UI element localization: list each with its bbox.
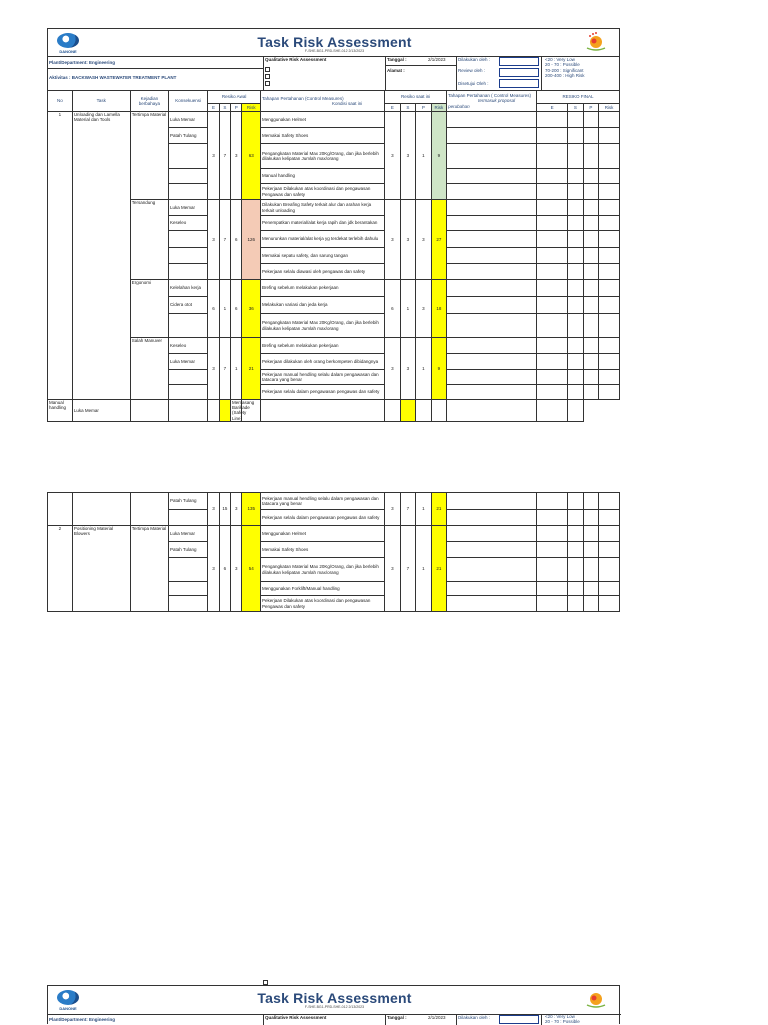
dilakukan-input[interactable] (499, 57, 539, 66)
p-now-cell: 3 (416, 200, 432, 280)
risk-cell: 21 (242, 338, 261, 400)
e-now-cell: 3 (385, 112, 401, 200)
p-now-cell: 1 (416, 526, 432, 612)
table-row (48, 526, 620, 542)
p-now-cell: 3 (416, 280, 432, 338)
qualitative-label-2: Qualitative Risk Assessment (265, 1015, 327, 1020)
risk-cell: 36 (242, 280, 261, 338)
risk-now-cell: 21 (431, 526, 447, 612)
consequence-cell: Cidera otot (168, 297, 207, 314)
e-cell: 3 (208, 112, 219, 200)
activity-label: Aktivitas : BACKWASH WASTEWATER TREATMENT PLANT (49, 75, 177, 80)
consequence-cell: Patah Tulang (169, 493, 208, 510)
col-resiko-awal: Resiko Awal (208, 91, 261, 104)
col-no: No (48, 91, 73, 112)
plant-label: Plant/Department: Engineering (49, 60, 116, 65)
risk-now-cell: 9 (431, 112, 447, 200)
p-cell: 3 (231, 493, 242, 526)
review-label: Review oleh : (458, 68, 486, 73)
col-kejadian: Kejadian berbahaya (130, 91, 168, 112)
dilakukan-label: Dilakukan oleh : (458, 57, 491, 62)
row-no: 1 (48, 112, 73, 400)
e-now-cell: 6 (385, 280, 401, 338)
s-now-cell: 3 (400, 200, 416, 280)
p-cell: 3 (231, 112, 242, 200)
measure-cell: Memakai Safety Shoes (261, 128, 385, 144)
measure-cell: Brefing sebelum melakukan pekerjaan (261, 338, 385, 354)
s-cell: 6 (219, 526, 230, 612)
consequence-cell: Patah Tulang (168, 128, 207, 144)
col-tahapan-2: Tahapan Pertahanan ( Control Measures) termasuk proposal perubahan (447, 91, 537, 112)
measure-cell: Dilakukan Breafing Safety terkait alur dan arahan kerja terkait unloading (261, 200, 385, 216)
col-e-2: E (385, 104, 401, 112)
e-cell: 3 (208, 338, 219, 400)
table-row (48, 338, 620, 354)
col-s-2: S (400, 104, 416, 112)
tanggal-label-2: Tanggal : (387, 1015, 407, 1020)
row-no: 2 (48, 526, 73, 612)
s-cell: 7 (219, 338, 230, 400)
legend-2: 20 - 70 : Possible (545, 62, 580, 67)
col-p-3: P (583, 104, 599, 112)
hazard-cell: Tertimpa Material (130, 526, 168, 612)
p-cell: 1 (231, 338, 242, 400)
checkbox-1[interactable] (265, 67, 270, 72)
measure-cell: Penempatkan material/alat kerja rapih dan jdk berantakan (261, 216, 385, 231)
measure-cell: Pekerjaan Dilakukan atas koordinasi dan pengawasan Pengawas dan safety (261, 596, 385, 612)
p-now-cell: 1 (416, 112, 432, 200)
danone-logo: DANONE (52, 29, 84, 57)
col-resiko-final: RESIKO FINAL (537, 91, 620, 104)
measure-cell: Pekerjaan dilakukan oleh orang berkompeten dibidangnya (261, 354, 385, 370)
aqua-logo-icon (581, 988, 611, 1010)
risk-now-cell: 9 (431, 338, 447, 400)
page-1-header (47, 28, 620, 56)
p-now-cell: 1 (416, 338, 432, 400)
measure-cell: Menurunkan material/alat kerja yg terdekat terlebih dahulu (261, 231, 385, 248)
consequence-cell: Luka Memar (72, 400, 130, 422)
checkbox-2[interactable] (265, 74, 270, 79)
measure-cell: Menggunakan Helmet (261, 112, 385, 128)
table-row (48, 400, 620, 422)
qualitative-label: Qualitative Risk Assessment (265, 57, 327, 62)
risk-now-cell: 18 (431, 280, 447, 338)
measure-cell: Manual handling (261, 169, 385, 184)
s-cell: 7 (219, 112, 230, 200)
doc-title-2: Task Risk Assessment (257, 990, 412, 1006)
consequence-cell: Luka Memar (169, 526, 208, 542)
disetujui-label: Disetujui Oleh : (458, 81, 489, 86)
p-cell: 6 (231, 280, 242, 338)
hazard-cell: Salah Manuver (130, 338, 168, 400)
dilakukan-label-2: Dilakukan oleh : (458, 1015, 491, 1020)
e-now-cell: 3 (385, 338, 401, 400)
e-cell: 3 (208, 493, 219, 526)
p-cell: 3 (231, 526, 242, 612)
measure-cell: Memakai Safety Shoes (261, 542, 385, 558)
disetujui-input[interactable] (499, 79, 539, 88)
table-row (48, 112, 620, 128)
checkbox-3[interactable] (265, 81, 270, 86)
measure-cell: Brefing sebelum melakukan pekerjaan (261, 280, 385, 297)
s-cell: 1 (219, 280, 230, 338)
page-1-info (47, 56, 620, 90)
row-task: Positioning Material Blowers (72, 526, 130, 612)
consequence-cell: Luka Memar (168, 200, 207, 216)
measure-cell: Pengangkatan Material Max 20Kg/Orang, dan jika berlebih dilakukan kelipatan Jumlah max/orang (261, 144, 385, 169)
s-now-cell: 3 (400, 112, 416, 200)
measure-cell: Pekerjaan manual hendling selalu dalam pengawasan dan tatacara yang benar (261, 370, 385, 385)
e-cell: 3 (208, 200, 219, 280)
doc-code: F-SHE-BG1-PRD-SHE-012 2/13/2023 (304, 49, 365, 53)
hazard-cell: Ergonomi (130, 280, 168, 338)
e-now-cell: 3 (385, 200, 401, 280)
measure-cell: Menggunakan Forklift/Manual handling (261, 582, 385, 596)
measure-cell: Memasang Barikade (Safety Line) (232, 400, 255, 421)
risk-cell: 63 (242, 112, 261, 200)
hazard-cell: Manual handling (48, 400, 73, 422)
legend-2b: 20 - 70 : Possible (545, 1019, 580, 1024)
consequence-cell: Patah Tulang (169, 542, 208, 558)
e-now-cell: 3 (385, 526, 401, 612)
page-3-header (47, 985, 620, 1024)
risk-cell: 126 (242, 200, 261, 280)
tanggal-label: Tanggal : (387, 57, 407, 62)
hazard-cell: Tersandung (130, 200, 168, 280)
s-now-cell: 7 (400, 526, 416, 612)
col-e: E (208, 104, 219, 112)
col-risk-3: Risk (599, 104, 620, 112)
measure-cell: Pekerjaan selalu dalam pengawasan pengawas dan safety (261, 510, 385, 526)
aqua-logo-icon (581, 31, 611, 53)
hazard-cell: Tertimpa Material (130, 112, 168, 200)
col-resiko-saat-ini: Resiko saat ini (385, 91, 447, 104)
measure-cell: Memakai sepatu safety, dan sarung tangan (261, 248, 385, 264)
measure-cell: Melakukan variasi dan jeda kerja (261, 297, 385, 314)
measure-cell: Pekerjaan selalu diawasi oleh pengawas dan safety (261, 264, 385, 280)
row-task: Unloading dan Lamella Material dan Tools (72, 112, 130, 400)
legend-1: <20 : Very Low (545, 57, 575, 62)
measure-cell: Menggunakan Helmet (261, 526, 385, 542)
s-now-cell: 3 (400, 338, 416, 400)
measure-cell: Pengangkatan Material Max 20Kg/Orang, dan jika berlebih dilakukan kelipatan Jumlah max/orang (261, 314, 385, 338)
alamat-label: Alamat : (387, 68, 405, 73)
p-now-cell: 1 (416, 493, 432, 526)
doc-title: Task Risk Assessment (257, 34, 412, 50)
legend-1b: <20 : Very Low (545, 1014, 575, 1019)
col-p: P (231, 104, 242, 112)
s-now-cell: 1 (400, 280, 416, 338)
measure-cell: Pekerjaan manual hendling selalu dalam pengawasan dan tatacara yang benar (261, 493, 385, 510)
risk-cell: 54 (242, 526, 261, 612)
risk-now-cell: 27 (431, 200, 447, 280)
risk-now-cell: 21 (431, 493, 447, 526)
consequence-cell: Keseleo (168, 216, 207, 231)
consequence-cell: Luka Memar (168, 354, 207, 370)
col-risk: Risk (242, 104, 261, 112)
dilakukan-input-2[interactable] (499, 1015, 539, 1024)
col-s: S (219, 104, 230, 112)
col-s-3: S (568, 104, 584, 112)
danone-logo: DANONE (52, 986, 84, 1014)
col-tahapan: Tahapan Pertahanan (Control Measures) Kondisi saat ini (261, 91, 385, 112)
legend-3: 70-200 : Significant (545, 68, 584, 73)
tanggal-value-2: 2/1/2023 (428, 1015, 446, 1020)
measure-cell: Pekerjaan selalu dalam pengawasan pengawas dan safety (261, 385, 385, 400)
e-now-cell: 3 (385, 493, 401, 526)
consequence-cell: Keseleo (168, 338, 207, 354)
review-input[interactable] (499, 68, 539, 77)
risk-table-page-2 (47, 492, 620, 612)
col-task: Task (72, 91, 130, 112)
consequence-cell: Luka Memar (168, 112, 207, 128)
measure-cell: Pengangkatan Material Max 20Kg/Orang, dan jika berlebih dilakukan kelipatan Jumlah max/orang (261, 558, 385, 582)
p-cell: 6 (231, 200, 242, 280)
s-cell: 7 (219, 200, 230, 280)
tanggal-value: 2/1/2023 (428, 57, 446, 62)
col-risk-2: Risk (431, 104, 447, 112)
consequence-cell: Kelelahan kerja (168, 280, 207, 297)
e-cell: 3 (208, 526, 219, 612)
col-konsekuensi: Konsekuensi (168, 91, 207, 112)
table-row (48, 493, 620, 510)
empty-cell (447, 112, 537, 128)
legend-4: 200-400 : High Risk (545, 73, 585, 78)
e-cell: 6 (208, 280, 219, 338)
s-now-cell: 7 (400, 493, 416, 526)
risk-cell: 135 (242, 493, 261, 526)
risk-table-page-1 (47, 90, 620, 422)
measure-cell: Pekerjaan Dilakukan atas koordinasi dan pengawasan Pengawas dan safety (261, 184, 385, 200)
plant-label-2: Plant/Department: Engineering (49, 1017, 116, 1022)
col-p-2: P (416, 104, 432, 112)
table-row (48, 200, 620, 216)
s-cell: 15 (219, 493, 230, 526)
table-row (48, 280, 620, 297)
col-e-3: E (537, 104, 568, 112)
doc-code-2: F-SHE-BG1-PRD-SHE-012 2/13/2023 (304, 1005, 365, 1009)
